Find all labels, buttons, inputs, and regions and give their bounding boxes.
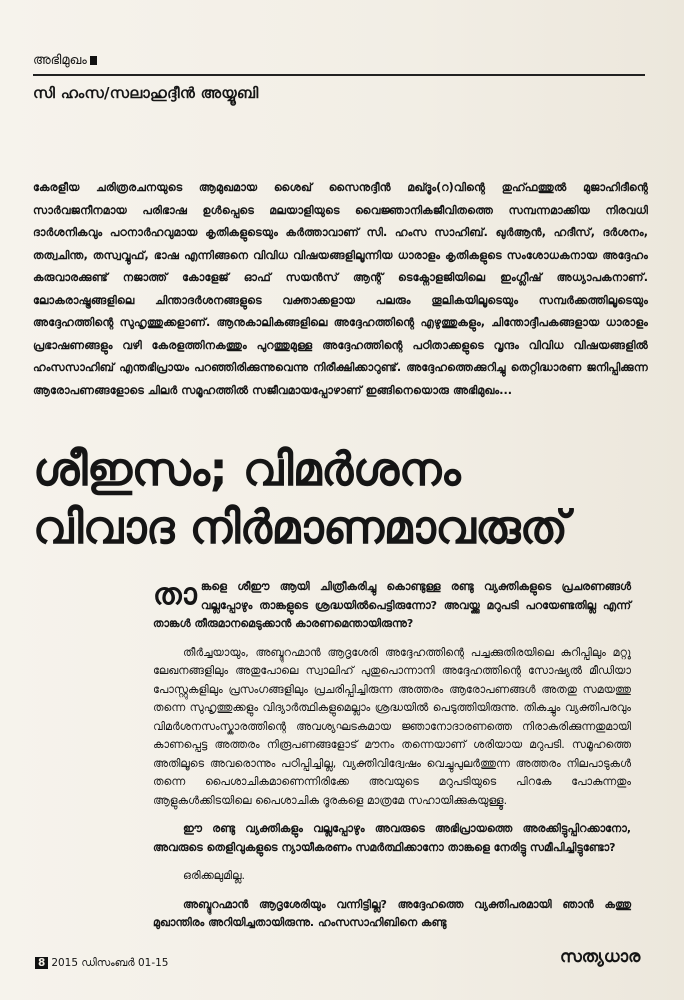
magazine-brand: സത്യധാര — [560, 947, 641, 967]
header-rule — [33, 74, 645, 76]
byline: സി ഹംസ/സലാഹുദ്ദീൻ അയ്യൂബി — [33, 84, 259, 102]
answer-2: ഒരിക്കലുമില്ല. — [183, 869, 245, 882]
section-label: അഭിമുഖം — [33, 53, 97, 68]
intro-paragraph: കേരളീയ ചരിത്രരചനയുടെ ആമുഖമായ ശൈഖ് സൈനുദ്ദീൻ മഖ്ദൂം(റ)വിന്റെ തുഹ്ഫത്തുൽ മുജാഹിദീന്റെ സാർവജനീനമായ പരിഭാഷ ഉൾപ്പെടെ മലയാളിയുടെ വൈജ്ഞാനികജീവിതത്തെ സമ്പന്നമാക്കിയ നിരവധി ദാർശനികവും പഠനാർഹവുമായ കൃതികളുടെയും കർത്താവാണ് സി. ഹംസ സാഹിബ്. ഖുർആൻ, ഹദീസ്, ദർശനം, തത്വചിന്ത, തസ്വവ്വുഫ്, ഭാഷ എന്നിങ്ങനെ വിവിധ വിഷയങ്ങളിലൂന്നിയ ധാരാളം കൃതികളുടെ സംശോധകനായ അദ്ദേഹം കരുവാരക്കുണ്ട് നജാത്ത് കോളേജ് ഓഫ് സയൻസ് ആന്റ് ടെക്നോളജിയിലെ ഇംഗ്ലീഷ് അധ്യാപകനാണ്. ലോകരാഷ്ട്രങ്ങളിലെ ചിന്താദർശനങ്ങളുടെ വക്താക്കളായ പലരും തൂലികയിലൂടെയും സമ്പർക്കത്തിലൂടെയും അദ്ദേഹത്തിന്റെ സുഹൃത്തുക്കളാണ്. ആനുകാലികങ്ങളിലെ അദ്ദേഹത്തിന്റെ എഴുത്തുകളും, ചിന്തോദ്ദീപകങ്ങളായ ധാരാളം പ്രഭാഷണങ്ങളും വഴി കേരളത്തിനകത്തും പുറത്തുമുള്ള അദ്ദേഹത്തിന്റെ പഠിതാക്കളുടെ വൃന്ദം വിവിധ വിഷയങ്ങളിൽ ഹംസസാഹിബ് എന്തഭിപ്രായം പറഞ്ഞിരിക്കുന്നുവെന്നു നിരീക്ഷിക്കാറുണ്ട്. അദ്ദേഹത്തെക്കുറിച്ചു തെറ്റിദ്ധാരണ ജനിപ്പിക്കുന്ന ആരോപണങ്ങളോടെ ചിലർ സമൂഹത്തിൽ സജീവമായപ്പോഴാണ് ഇങ്ങിനെയൊരു അഭിമുഖം... — [33, 181, 648, 397]
question-2: ഈ രണ്ടു വ്യക്തികളും വല്ലപ്പോഴും അവരുടെ അഭിപ്രായത്തെ അരക്കിട്ടുപ്പിറക്കാനോ, അവരുടെ തെളിവുകളുടെ ന്യായീകരണം സമർത്ഥിക്കാനോ താങ്കളെ നേരിട്ടു സമീപിച്ചിട്ടുണ്ടോ? — [153, 822, 631, 854]
answer-3: അബ്ദുറഹ്മാൻ ആദൃശേരിയും വന്നിട്ടില്ല? അദ്ദേഹത്തെ വ്യക്തിപരമായി ഞാൻ കത്തു മുഖാന്തിരം അറിയിച്ചതായിരുന്നു. ഹംസസാഹിബിനെ കണ്ടു — [153, 897, 631, 929]
headline — [33, 440, 673, 556]
issue-date: 2015 ഡിസംബർ 01-15 — [51, 957, 169, 969]
headline-line-1: ശീഇസം; വിമർശനം — [33, 442, 461, 496]
headline-line-2: വിവാദ നിർമാണമാവരുത് — [33, 500, 568, 554]
question-1: താങ്കളെ ശീഈ ആയി ചിത്രീകരിച്ചു കൊണ്ടുള്ള രണ്ടു വ്യക്തികളുടെ പ്രചരണങ്ങൾ വല്ലപ്പോഴും താങ്കളുടെ ശ്രദ്ധയിൽപെട്ടിരുന്നോ? അവയ്ക്കു മറുപടി പറയേണ്ടതില്ല എന്ന് താങ്കൾ തീരുമാനമെടുക്കാൻ കാരണമെന്തായിരുന്നു? — [153, 577, 631, 630]
page-number: 8 — [35, 957, 48, 969]
page-footer — [35, 957, 168, 970]
drop-cap: താ — [153, 577, 197, 612]
answer-1: തീർച്ചയായും, അബ്ദുറഹ്മാൻ ആദൃശേരി അദ്ദേഹത്തിന്റെ പച്ചക്കുതിരയിലെ കുറിപ്പിലും മറ്റു ലേഖനങ്ങളിലും അതുപോലെ സ്വാലിഹ് പുതുപൊന്നാനി അദ്ദേഹത്തിന്റെ സോഷ്യൽ മീഡിയാ പോസ്റ്റുകളിലും പ്രസംഗങ്ങളിലും പ്രചരിപ്പിച്ചിരുന്ന അത്തരം ആരോപണങ്ങൾ അതതു സമയത്തു തന്നെ സുഹൃത്തുക്കളും വിദ്യാർത്ഥികളുമെല്ലാം ശ്രദ്ധയിൽ പെടുത്തിയിരുന്നു. തികച്ചും വ്യക്തിപരവും വിമർശനസംസ്കാരത്തിന്റെ അവശ്യഘടകമായ ജ്ഞാനോദാരണത്തെ നിരാകരിക്കുന്നതുമായി കാണപ്പെട്ട അത്തരം നിരൂപണങ്ങളോട് മൗനം തന്നെയാണ് ശരിയായ മറുപടി. സമൂഹത്തെ അതിലൂടെ അവരൊന്നും പഠിപ്പിച്ചില്ല, വ്യക്തിവിദ്വേഷം വെച്ചുപുലർത്തുന്ന അത്തരം നിലപാടുകൾ തന്നെ പൈശാചികമാണെന്നിരിക്കേ അവയുടെ മറുപടിയുടെ പിറകേ പോകുന്നതും ആളുകൾക്കിടയിലെ പൈശാചിക ദൂരകളെ മാത്രമേ സഹായിക്കുകയുള്ളൂ. — [153, 645, 631, 807]
section-square-mark — [90, 56, 97, 65]
article-body — [153, 578, 631, 943]
